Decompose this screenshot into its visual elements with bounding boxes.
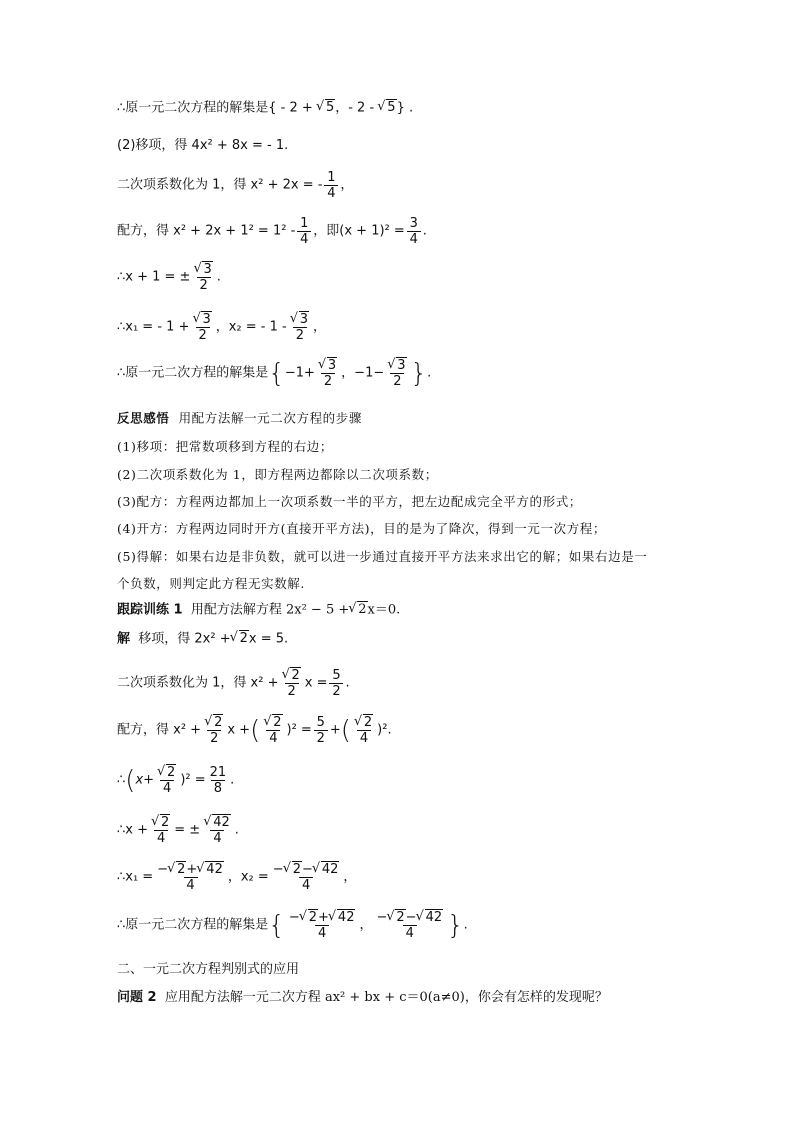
fraction [262,715,284,746]
denominator: 4 [154,830,168,846]
normalize-line [117,170,353,201]
radicand: 2 [396,910,405,925]
text: − [272,862,284,877]
sqrt [387,910,405,925]
solution-set-line-2 [117,358,431,389]
fraction [289,312,311,343]
text: − [376,910,388,925]
sqrt [317,100,335,117]
text: ∴x₁ = - 1 + [117,319,190,335]
text: ， [313,319,327,335]
radicand: 2 [177,862,186,877]
text: + [318,910,329,925]
radicand: 2 [358,602,367,617]
radicand: 2 [292,862,301,877]
denominator: 2 [285,683,299,699]
text: − [405,910,417,925]
radicand: 2 [363,715,373,730]
sqrt [204,815,231,830]
fraction [150,815,172,846]
numerator: 5 [332,668,341,683]
left-brace: { [268,910,285,941]
text: ，- 2 - [335,100,379,116]
radicand: 2 [161,815,170,830]
text: ， [343,869,357,885]
solve-solution-set-line [117,910,468,941]
fraction [192,262,214,293]
radicand: 3 [203,262,212,277]
step-5a: (5)得解：如果右边是非负数，就可以进一步通过直接开平方法来求出它的解；如果右边是一 [117,549,648,564]
sqrt [284,862,302,877]
numerator: 21 [209,765,227,780]
complete-square-line [117,216,427,247]
step-5b: 个负数，则判定此方程无实数解. [117,576,305,591]
radicand: 3 [299,312,308,327]
fraction [297,216,311,247]
text: . [234,822,239,838]
text: 二次项系数化为 1，得 x² + [117,675,279,691]
sqrt [168,862,186,877]
text: x = 5. [248,631,289,647]
text: ，即(x + 1)² = [313,223,405,239]
step-4: (4)开方：方程两边同时开方(直接开平方法)，目的是为了降次，得到一元一次方程； [117,521,606,536]
denominator: 4 [324,185,338,201]
numerator: 1 [327,170,336,185]
sqrt [329,910,356,925]
sqrt [158,765,176,780]
sqrt [417,910,444,925]
sqrt [152,815,170,830]
solve-square-form-line [117,765,234,796]
denominator: 2 [197,277,211,293]
heading-text: 用配方法解一元二次方程的步骤 [178,410,362,426]
text: ，x₂ = - 1 - [215,319,287,335]
solution-label: 解 [117,631,131,647]
question-2 [117,990,608,1007]
step-2: (2)二次项系数化为 1，即方程两边都除以二次项系数； [117,467,438,482]
text: ∴原一元二次方程的解集是 [117,917,269,933]
text: − [288,910,300,925]
text: − [157,862,169,877]
text: + [186,862,198,877]
radicand: 2 [273,715,282,730]
left-paren: ( [340,715,351,746]
text: 二次项系数化为 1，得 x² + 2x = - [117,177,323,193]
radicand: 42 [337,910,355,925]
sqrt [355,715,373,730]
left-paren: ( [250,715,261,746]
sqrt [378,100,396,117]
fraction [314,715,328,746]
step-1: (1)移项：把常数项移到方程的右边； [117,439,334,454]
step-3: (3)配方：方程两边都加上一次项系数一半的平方，把左边配成完全平方的形式； [117,494,582,509]
text: ∴原一元二次方程的解集是 [117,365,269,381]
move-term-line: (2)移项，得 4x² + 8x = - 1. [117,138,289,153]
denominator: 4 [160,780,174,796]
text: − [301,862,313,877]
text: )² = [180,772,206,788]
root-line [117,262,221,293]
left-paren: ( [125,765,136,796]
solution-set-line-1 [117,100,413,117]
fraction [191,312,213,343]
text: ，−1− [341,365,385,381]
practice-heading [117,602,400,619]
denominator: 4 [315,925,329,941]
text: ∴x + 1 = ± [117,269,191,285]
question-text: 应用配方法解一元二次方程 ax² + bx + c＝0(a≠0)，你会有怎样的发现呢？ [164,990,608,1005]
radicand: 2 [239,631,248,646]
text: . [463,917,468,933]
denominator: 4 [357,730,371,746]
denominator: 2 [329,683,343,699]
text: ∴x₁ = [117,869,154,885]
text: 配方，得 x² + 2x + 1² = 1² - [117,223,296,239]
fraction [155,862,226,893]
denominator: 4 [403,925,417,941]
denominator: 2 [196,327,210,343]
radicand: 2 [167,765,176,780]
radicand: 42 [321,862,339,877]
text: x + [227,722,251,738]
sqrt [300,910,318,925]
text: . [230,772,235,788]
fraction [329,668,343,699]
text: )². [377,722,392,738]
text: . [422,223,427,239]
text: 移项，得 2x² + [138,631,231,647]
sqrt [205,715,223,730]
radicand: 42 [213,815,230,830]
text: . [345,675,350,691]
denominator: 4 [184,877,198,893]
fraction [203,715,225,746]
denominator: 4 [299,877,313,893]
radicand: 2 [291,668,300,683]
sqrt [231,631,249,648]
denominator: 2 [321,373,335,389]
sqrt [193,312,211,327]
radicand: 2 [308,910,318,925]
denominator: 4 [210,830,224,846]
sqrt [194,262,212,277]
sqrt [388,358,406,373]
denominator: 4 [407,231,421,247]
reflection-heading [117,410,362,427]
solve-normalize-line [117,668,350,699]
radicand: 3 [397,358,406,373]
solve-complete-square-line [117,715,392,746]
text: x＝0. [367,602,401,618]
text: x+ [135,772,155,788]
fraction [353,715,375,746]
roots-line [117,312,326,343]
sqrt [313,862,340,877]
fraction [407,216,421,247]
solve-root-line [117,815,239,846]
heading-label: 跟踪训练 1 [117,602,183,618]
fraction [374,910,445,941]
text: - 2 + [276,100,317,116]
sqrt [282,668,300,683]
fraction [202,815,233,846]
fraction [317,358,339,389]
text: = ± [174,822,201,838]
radicand: 3 [202,312,211,327]
text: −1+ [284,365,315,381]
sqrt [291,312,309,327]
text: ∴x + [117,822,148,838]
text: ∴原一元二次方程的解集是{ [117,100,277,116]
denominator: 2 [314,730,328,746]
fraction [287,910,358,941]
text: . [216,269,221,285]
denominator: 2 [293,327,307,343]
text: } . [396,100,414,116]
fraction [208,765,229,796]
fraction [271,862,342,893]
text: )² = [286,722,312,738]
numerator: 3 [409,216,418,231]
radicand: 2 [214,715,223,730]
text: 配方，得 x² + [117,722,202,738]
radicand: 5 [325,100,335,115]
denominator: 4 [297,231,311,247]
denominator: 2 [390,373,404,389]
numerator: 5 [316,715,325,730]
fraction [324,170,338,201]
text: x = [304,675,328,691]
radicand: 3 [327,358,337,373]
denominator: 8 [211,780,225,796]
sqrt [264,715,282,730]
fraction [156,765,178,796]
left-brace: { [268,358,285,389]
sqrt [319,358,337,373]
text: 用配方法解方程 2x² − 5 + [190,602,350,618]
text: ，x₂ = [227,869,269,885]
heading-label: 反思感悟 [117,410,170,426]
numerator: 1 [300,216,309,231]
denominator: 2 [207,730,221,746]
text: ， [359,917,373,933]
solve-move-line [117,631,288,648]
denominator: 4 [266,730,280,746]
right-brace: } [410,358,428,389]
solve-roots-line [117,862,356,893]
text: ∴ [117,772,126,788]
fraction [280,668,302,699]
sqrt [349,602,367,619]
radicand: 5 [387,100,396,115]
text: . [427,365,432,381]
question-label: 问题 2 [117,990,157,1005]
right-brace: } [447,910,464,941]
radicand: 42 [425,910,443,925]
text: + [329,722,341,738]
radicand: 42 [206,862,223,877]
text: ， [340,177,354,193]
fraction [386,358,408,389]
sqrt [197,862,224,877]
section-heading-2: 二、一元二次方程判别式的应用 [117,962,300,977]
